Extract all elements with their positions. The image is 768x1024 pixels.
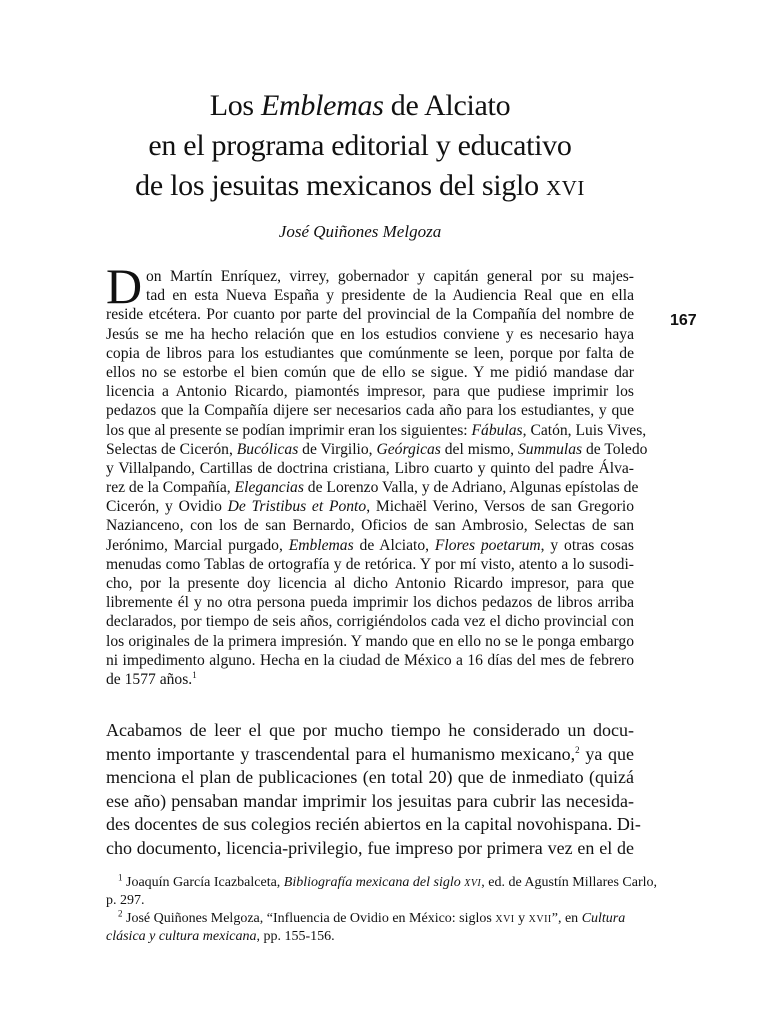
footnote-text: ”, en <box>551 911 582 926</box>
page-number: 167 <box>670 312 697 329</box>
footnote-text: Joaquín García Icazbalceta, <box>122 875 284 890</box>
quote-line: menudas como Tablas de ortografía y de retórica. Y por mí visto, atento a lo susodi- <box>106 555 634 573</box>
title-text: Los <box>209 89 262 122</box>
quote-line: ni impedimento alguno. Hecha en la ciudad de México a 16 días del mes de febrero <box>106 651 634 669</box>
footnote-2 <box>106 910 634 946</box>
author-name: José Quiñones Melgoza <box>278 222 442 241</box>
book-title: Fábulas <box>471 421 523 439</box>
footnote-text: , pp. 155-156. <box>256 929 335 944</box>
quote-line: declarados, por tiempo de seis años, corrigiéndolos cada vez el dicho provincial con <box>106 613 634 631</box>
title-line-2: en el programa editorial y educativo <box>148 129 572 162</box>
quote-line: cho, por la presente doy licencia al dicho Antonio Ricardo impresor, para que <box>106 575 634 592</box>
quote-text: , Catón, Luis Vives, <box>522 421 647 439</box>
quote-text: , Michaël Verino, Versos de san Gregorio <box>366 498 634 516</box>
footnote-line <box>106 928 634 946</box>
quote-text: Cicerón, y Ovidio <box>106 498 228 516</box>
body-text: mento importante y trascendental para el humanismo mexicano, <box>106 743 576 764</box>
footnote-line: p. 297. <box>106 893 145 908</box>
quote-text: Selectas de Cicerón, <box>106 440 237 458</box>
book-title: Bucólicas <box>236 440 299 458</box>
quote-line <box>106 478 639 497</box>
quote-line <box>106 536 634 555</box>
quote-text: , y otras cosas <box>540 536 634 554</box>
footnote-text: y <box>514 911 529 926</box>
footnote-book-title: Bibliografía mexicana del siglo <box>283 875 465 890</box>
footnote-number: 2 <box>118 908 123 919</box>
century-numeral: xvi <box>495 911 515 926</box>
quote-line <box>106 440 648 459</box>
book-title: Elegancias <box>234 479 304 497</box>
body-line <box>106 743 634 767</box>
century-numeral: xvii <box>528 911 552 926</box>
footnote-line <box>106 872 658 892</box>
body-text: Acabamos de leer el que por mucho tiempo he considerado un docu- <box>106 720 634 740</box>
quote-line <box>106 670 634 689</box>
quote-text: rez de la Compañía, <box>106 479 235 497</box>
quote-line: licencia a Antonio Ricardo, piamontés impresor, para que pudiese imprimir los <box>106 383 634 401</box>
drop-cap: D <box>106 258 143 314</box>
title-text: de Alciato <box>383 89 511 122</box>
footnotes <box>106 872 658 946</box>
book-title: Emblemas <box>288 536 354 554</box>
article-title <box>90 86 630 206</box>
quote-line: on Martín Enríquez, virrey, gobernador y capitán general por su majes- <box>146 268 634 285</box>
body-line: ese año) pensaban mandar imprimir los jesuitas para cubrir las necesida- <box>106 790 634 811</box>
body-line: menciona el plan de publicaciones (en total 20) que de inmediato (quizá <box>106 767 634 788</box>
title-text: de los jesuitas mexicanos del siglo <box>135 169 546 202</box>
footnote-marker: 1 <box>192 669 197 680</box>
quote-line: ellos no se estorbe el bien común que de ello se sigue. Y me pidió mandase dar <box>106 363 634 381</box>
quote-line: pedazos que la Compañía dijere ser necesarios cada año para los estudiantes, y que <box>106 402 634 420</box>
book-title: De Tristibus et Ponto <box>227 498 367 516</box>
quoted-license-text <box>106 258 648 689</box>
quote-text: los que al presente se podían imprimir eran los siguientes: <box>106 421 472 439</box>
quote-line: los originales de la primera impresión. Y mando que en ello no se le ponga embargo <box>106 632 634 650</box>
quote-line <box>106 421 647 440</box>
quote-text: de Lorenzo Valla, y de Adriano, Algunas epístolas de <box>303 479 639 497</box>
quote-line: Nazianceno, con los de san Bernardo, Oficios de san Ambrosio, Selectas de san <box>106 517 634 535</box>
footnote-text: , ed. de Agustín Millares Carlo, <box>481 875 658 890</box>
quote-line: copia de libros para los estudiantes que comúnmente se leen, porque por falta de <box>106 344 634 362</box>
quote-line: tad en esta Nueva España y presidente de la Audiencia Real que en ella <box>146 287 634 305</box>
century-numeral: xvi <box>545 169 585 202</box>
book-title: Geórgicas <box>376 440 441 458</box>
body-paragraph <box>106 719 641 861</box>
footnote-1 <box>106 872 658 910</box>
footnote-line <box>106 910 634 928</box>
title-line-1 <box>90 86 630 126</box>
title-italic-text: Emblemas <box>261 89 384 122</box>
quote-text: Jerónimo, Marcial purgado, <box>106 536 289 554</box>
quote-text: de 1577 años. <box>106 670 193 688</box>
book-title: Summulas <box>517 440 583 458</box>
body-line <box>106 719 634 743</box>
quote-line <box>106 497 634 516</box>
body-line: des docentes de sus colegios recién abiertos en la capital novohispana. Di- <box>106 814 641 835</box>
century-numeral: xvi <box>464 875 482 890</box>
body-line: cho documento, licencia-privilegio, fue impreso por primera vez en el de <box>106 837 634 858</box>
book-title: Flores poetarum <box>434 536 541 554</box>
body-text: ya que <box>579 743 634 764</box>
footnote-marker: 2 <box>575 744 580 755</box>
quote-text: de Toledo <box>582 440 648 458</box>
quote-line: Jesús se me ha hecho relación que en los estudios conviene y es necesario haya <box>106 325 634 343</box>
quote-line: libremente él y no otra persona pueda imprimir los dichos pedazos de libros arriba <box>106 594 634 612</box>
footnote-number: 1 <box>118 872 123 883</box>
quote-text: de Virgilio, <box>298 440 377 458</box>
title-line-3 <box>90 166 630 206</box>
quote-line: y Villalpando, Cartillas de doctrina cristiana, Libro cuarto y quinto del padre Álva- <box>106 459 634 477</box>
quote-text: del mismo, <box>440 440 518 458</box>
footnote-text: José Quiñones Melgoza, “Influencia de Ovidio en México: siglos <box>122 911 496 926</box>
quote-text: de Alciato, <box>353 536 435 554</box>
footnote-book-title: clásica y cultura mexicana <box>106 929 257 944</box>
quote-line: reside etcétera. Por cuanto por parte del provincial de la Compañía del nombre de <box>106 306 634 324</box>
footnote-book-title: Cultura <box>581 911 626 926</box>
